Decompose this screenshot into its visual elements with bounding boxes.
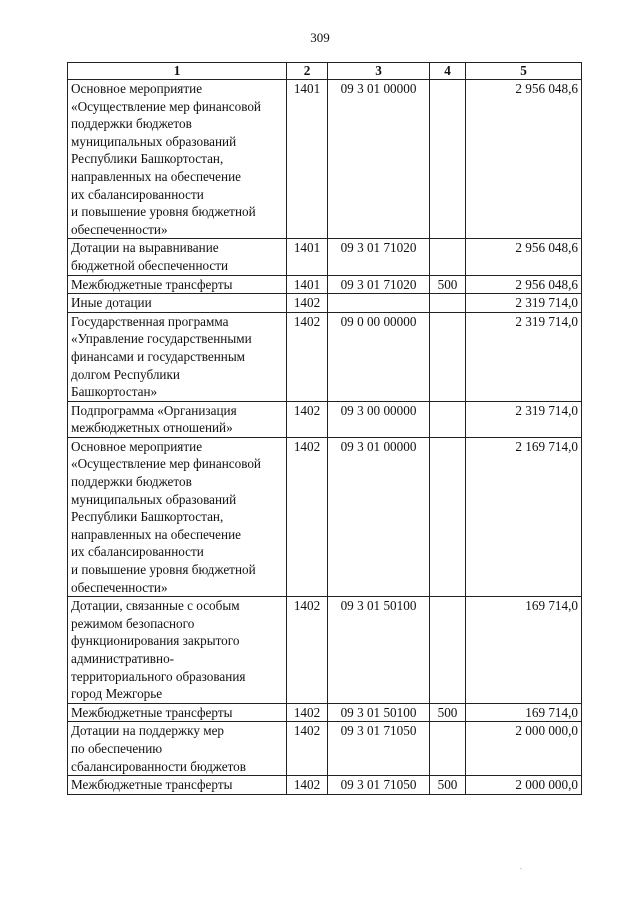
row-section: 1402	[287, 401, 328, 437]
row-type	[430, 80, 466, 239]
row-name: Подпрограмма «Организация межбюджетных отношений»	[68, 401, 287, 437]
row-type	[430, 401, 466, 437]
table-row	[68, 776, 582, 795]
row-amount: 169 714,0	[466, 597, 582, 704]
column-header-3: 3	[328, 63, 430, 80]
table-row	[68, 80, 582, 239]
row-type: 500	[430, 275, 466, 294]
row-name: Основное мероприятие «Осуществление мер финансовой поддержки бюджетов муниципальных образований Республики Башкортостан, направленных на обеспечение их сбалансированности и повышение уровня бюджетной обеспеченности»	[68, 80, 287, 239]
row-code: 09 3 01 00000	[328, 437, 430, 596]
row-amount: 2 000 000,0	[466, 722, 582, 776]
budget-table	[67, 62, 582, 795]
row-type	[430, 239, 466, 275]
row-code: 09 3 01 50100	[328, 703, 430, 722]
row-type: 500	[430, 776, 466, 795]
row-section: 1402	[287, 722, 328, 776]
row-amount: 2 956 048,6	[466, 239, 582, 275]
row-type	[430, 312, 466, 401]
scan-mark: .	[520, 862, 522, 871]
table-body	[68, 80, 582, 795]
row-section: 1401	[287, 80, 328, 239]
table-row	[68, 437, 582, 596]
row-section: 1401	[287, 275, 328, 294]
row-section: 1402	[287, 294, 328, 313]
row-amount: 2 169 714,0	[466, 437, 582, 596]
row-code	[328, 294, 430, 313]
row-amount: 2 956 048,6	[466, 275, 582, 294]
row-type	[430, 437, 466, 596]
row-code: 09 3 01 71050	[328, 722, 430, 776]
row-name: Дотации на поддержку мер по обеспечению сбалансированности бюджетов	[68, 722, 287, 776]
table-row	[68, 312, 582, 401]
table-row	[68, 722, 582, 776]
row-type: 500	[430, 703, 466, 722]
row-code: 09 3 00 00000	[328, 401, 430, 437]
row-section: 1402	[287, 703, 328, 722]
row-code: 09 0 00 00000	[328, 312, 430, 401]
row-name: Межбюджетные трансферты	[68, 275, 287, 294]
row-name: Государственная программа «Управление государственными финансами и государственным долгом Республики Башкортостан»	[68, 312, 287, 401]
row-amount: 2 319 714,0	[466, 312, 582, 401]
row-name: Межбюджетные трансферты	[68, 776, 287, 795]
table-row	[68, 597, 582, 704]
row-code: 09 3 01 71020	[328, 239, 430, 275]
row-amount: 2 956 048,6	[466, 80, 582, 239]
row-amount: 169 714,0	[466, 703, 582, 722]
row-type	[430, 722, 466, 776]
row-type	[430, 597, 466, 704]
row-name: Иные дотации	[68, 294, 287, 313]
row-code: 09 3 01 50100	[328, 597, 430, 704]
row-amount: 2 000 000,0	[466, 776, 582, 795]
row-amount: 2 319 714,0	[466, 401, 582, 437]
column-header-5: 5	[466, 63, 582, 80]
row-section: 1402	[287, 437, 328, 596]
header-row	[68, 63, 582, 80]
column-header-4: 4	[430, 63, 466, 80]
row-type	[430, 294, 466, 313]
column-header-1: 1	[68, 63, 287, 80]
row-name: Основное мероприятие «Осуществление мер финансовой поддержки бюджетов муниципальных образований Республики Башкортостан, направленных на обеспечение их сбалансированности и повышение уровня бюджетной обеспеченности»	[68, 437, 287, 596]
row-section: 1401	[287, 239, 328, 275]
row-code: 09 3 01 00000	[328, 80, 430, 239]
page-number: 309	[310, 30, 330, 45]
row-amount: 2 319 714,0	[466, 294, 582, 313]
row-section: 1402	[287, 597, 328, 704]
table-row	[68, 294, 582, 313]
column-header-2: 2	[287, 63, 328, 80]
row-code: 09 3 01 71020	[328, 275, 430, 294]
row-section: 1402	[287, 776, 328, 795]
table-row	[68, 275, 582, 294]
table-row	[68, 239, 582, 275]
row-name: Дотации, связанные с особым режимом безопасного функционирования закрытого административно- территориального образования город Межгорье	[68, 597, 287, 704]
row-name: Межбюджетные трансферты	[68, 703, 287, 722]
row-name: Дотации на выравнивание бюджетной обеспеченности	[68, 239, 287, 275]
row-code: 09 3 01 71050	[328, 776, 430, 795]
table-row	[68, 703, 582, 722]
row-section: 1402	[287, 312, 328, 401]
table-row	[68, 401, 582, 437]
